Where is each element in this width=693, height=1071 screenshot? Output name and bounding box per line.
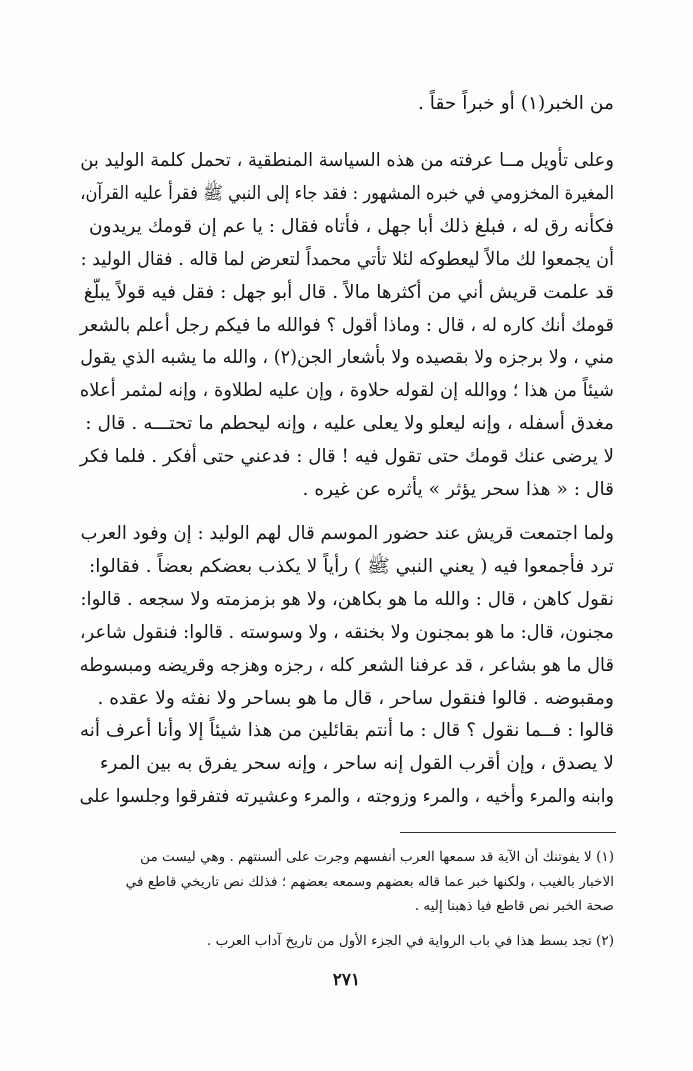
text-line: فكأنه رق له ، فبلغ ذلك أبا جهل ، فأتاه فقال : يا عم إن قومك يريدون: [88, 215, 614, 237]
text-line: ترد فأجمعوا فيه ( يعني النبي ﷺ ) رأياً لا يكذب بعضكم بعضاً . فقالوا:: [89, 555, 614, 577]
text-line: لا يرضى عنك قومك حتى تقول فيه ! قال : فدعني حتى أفكر . فلما فكر: [79, 446, 615, 468]
footnote-2: [80, 929, 614, 954]
text-line: قالوا : فــما نقول ؟ قال : ما أنتم بقائلين من هذا شيئاً إلا وأنا أعرف أنه: [79, 720, 615, 742]
page-number: ٢٧١: [332, 970, 361, 990]
text-line: أن يجمعوا لك مالاً ليعطوكه لئلا تأتي محمداً لتعرض لما قاله . فقال الوليد :: [80, 248, 615, 270]
footnote-line: صحة الخبر نص قاطع فيا ذهبنا إليه .: [414, 898, 614, 914]
text-line: قال ما هو بشاعر ، قد عرفنا الشعر كله ، رجزه وهزجه وقريضه ومبسوطه: [79, 654, 614, 676]
footnote-line: (١) لا يفوتنك أن الآية قد سمعها العرب أنفسهم وجرت على ألسنتهم . وهي ليست من: [140, 849, 614, 865]
paragraph-quraysh-gathering: [80, 518, 614, 814]
footnote-line: (٢) تجد بسط هذا في باب الرواية في الجزء الأول من تاريخ آداب العرب .: [207, 933, 614, 949]
text-line: شيئاً من هذا ؛ ووالله إن لقوله حلاوة ، وإن عليه لطلاوة ، وإنه لمثمر أعلاه: [79, 380, 614, 402]
text-line: من الخبر(١) أو خبراً حقاً .: [417, 93, 614, 114]
footnote-1: [80, 845, 614, 919]
footnote-divider: [400, 832, 616, 833]
text-line: مغدق أسفله ، وإنه ليعلو ولا يعلى عليه ، وإنه ليحطم ما تحتـــه . قال :: [85, 413, 614, 435]
text-line: المغيرة المخزومي في خبره المشهور : فقد جاء إلى النبي ﷺ فقرأ عليه القرآن،: [80, 182, 615, 204]
footnote-line: الاخبار بالغيب ، ولكنها خبر عما قاله بعضهم وسمعه بعضهم ؛ فذلك نص تاريخي قاطع في: [125, 873, 614, 890]
text-line: قد علمت قريش أني من أكثرها مالاً . قال أبو جهل : فقل فيه قولاً يبلّغ: [83, 281, 614, 303]
text-line: ومقبوضه . قالوا فنقول ساحر ، قال ما هو بساحر ولا نفثه ولا عقده .: [97, 687, 614, 709]
text-line: ولما اجتمعت قريش عند حضور الموسم قال لهم الوليد : إن وفود العرب: [80, 523, 615, 544]
text-line: وابنه والمرء وأخيه ، والمرء وزوجته ، والمرء وعشيرته فتفرقوا وجلسوا على: [79, 786, 614, 808]
text-line: وعلى تأويل مــا عرفته من هذه السياسة المنطقية ، تحمل كلمة الوليد بن: [80, 150, 615, 171]
text-line: مجنون، قال: ما هو بمجنون ولا بخنقه ، ولا وسوسته . قالوا: فنقول شاعر،: [79, 621, 614, 643]
paragraph-intro-continuation: [80, 88, 614, 121]
text-line: قومك أنك كاره له ، قال : وماذا أقول ؟ فوالله ما فيكم رجل أعلم بالشعر: [79, 314, 614, 336]
text-line: نقول كاهن ، قال : والله ما هو بكاهن، ولا هو بزمزمته ولا سجعه . قالوا:: [80, 588, 614, 610]
text-line: مني ، ولا برجزه ولا بقصيده ولا بأشعار الجن(٢) ، والله ما يشبه الذي يقول: [80, 347, 614, 369]
text-line: قال : « هذا سحر يؤثر » يأثره عن غيره .: [302, 479, 614, 501]
paragraph-walid-report: [80, 145, 614, 507]
text-line: لا يصدق ، وإن أقرب القول إنه ساحر ، وإنه سحر يفرق به بين المرء: [99, 753, 614, 775]
